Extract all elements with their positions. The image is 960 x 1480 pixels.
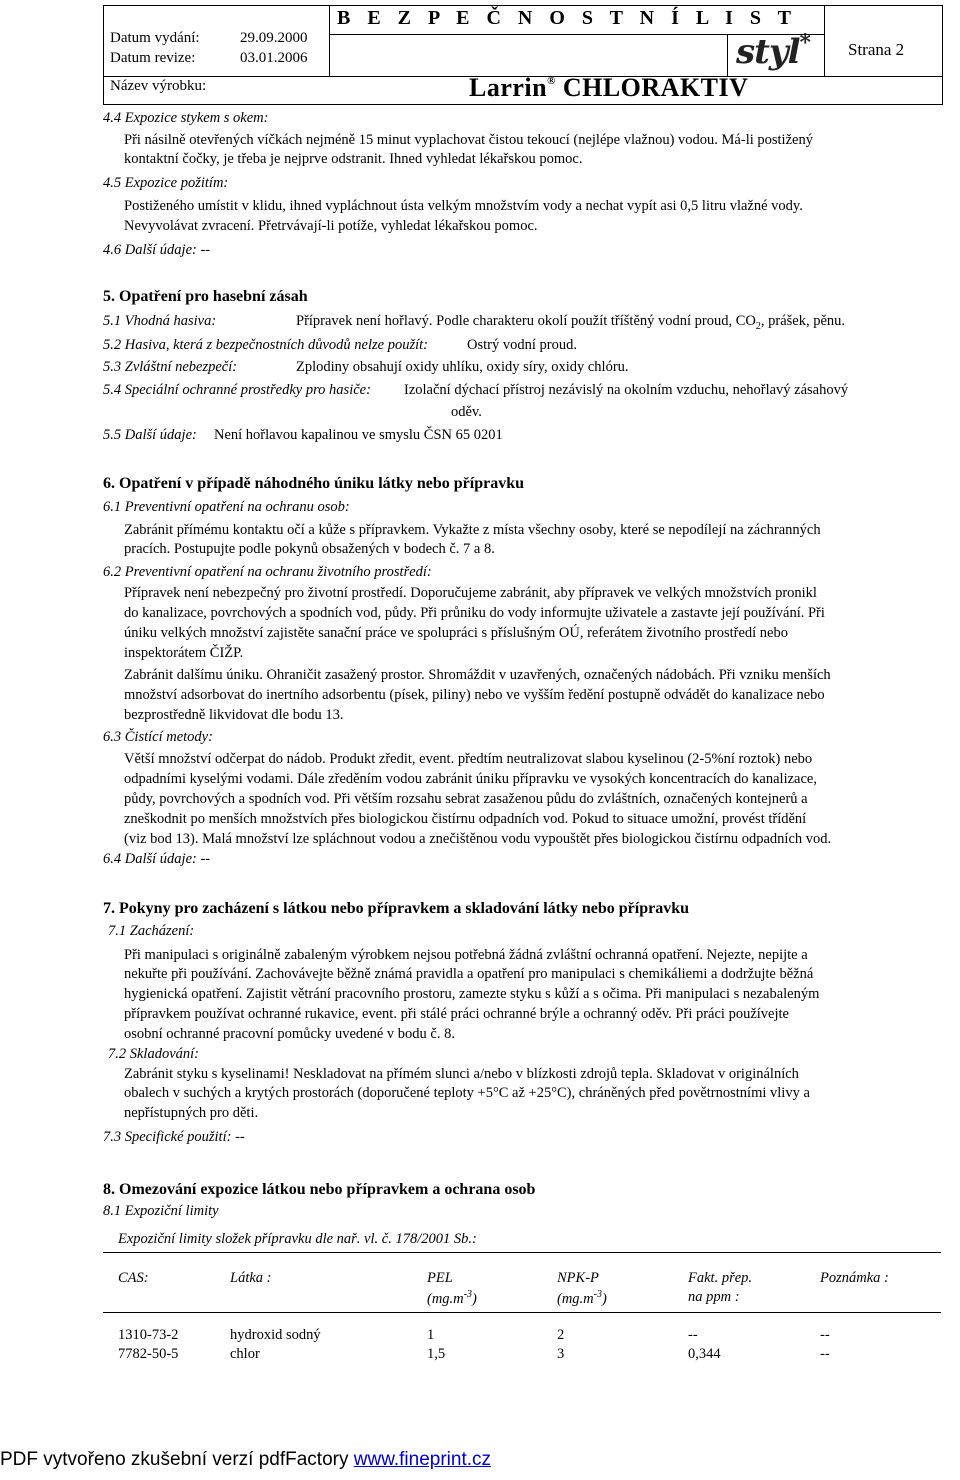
header-box [103,5,943,105]
text-6-2-line: Zabránit dalšímu úniku. Ohraničit zasažený prostor. Shromáždit v uzavřených, označených nádobách. Při vzniku menších [124,667,831,683]
table-top-rule [103,1252,941,1253]
text-6-2-line: úniku velkých množství zajistěte sanační práce ve spolupráci s příslušným OÚ, referátem životního prostředí nebo [124,625,788,641]
value-5-3: Zplodiny obsahují oxidy uhlíku, oxidy síry, oxidy chlóru. [296,359,629,375]
heading-7-3: 7.3 Specifické použití: -- [103,1129,245,1145]
value-5-2: Ostrý vodní proud. [467,337,577,353]
col-fakt-unit: na ppm : [688,1289,740,1305]
text-4-4-line1: Při násilně otevřených víčkách nejméně 15 minut vyplachovat čistou tekoucí (nejlépe vlažnou) vodou. Má-li postižený [124,132,813,148]
label-5-2: 5.2 Hasiva, která z bezpečnostních důvodů nelze použít: [103,337,428,353]
issued-value: 29.09.2000 [240,30,308,46]
text-6-3-line: odpadními kyselými vodami. Dále zředěním vodou zabránit úniku přípravku ve vysokých koncentracích do kanalizace, [124,771,817,787]
section-8-title: 8. Omezování expozice látkou nebo přípravkem a ochrana osob [103,1181,536,1198]
text-6-1-line: pracích. Postupujte podle pokynů obsažených v bodech č. 7 a 8. [124,541,495,557]
row-pel: 1 [427,1327,435,1343]
label-5-4: 5.4 Speciální ochranné prostředky pro hasiče: [103,382,371,398]
value-5-4-line2: oděv. [451,404,482,420]
label-5-5: 5.5 Další údaje: [103,427,197,443]
value-5-4-line1: Izolační dýchací přístroj nezávislý na okolním vzduchu, nehořlavý zásahový [404,382,849,398]
text-7-2-line: Zabránit styku s kyselinami! Neskladovat na přímém slunci a/nebo v blízkosti zdrojů tepla. Skladovat v originálních [124,1066,799,1082]
product-name: Larrin® CHLORAKTIV [469,73,749,102]
text-6-2-line: bezprostředně likvidovat dle bodu 13. [124,707,344,723]
text-6-3-line: zneškodnit po menších množstvích přes biologickou čistírnu odpadních vod. Pokud to situace umožní, provést třídění [124,811,807,827]
row-cas: 1310-73-2 [118,1327,179,1343]
footer-link[interactable]: www.fineprint.cz [353,1449,492,1470]
text-6-3-line: (viz bod 13). Malá množství lze spláchnout vodou a znečištěnou vodu vypouštět přes biologickou čistírnu odpadních vod. [124,831,832,847]
col-poznamka: Poznámka : [820,1270,889,1286]
label-5-1: 5.1 Vhodná hasiva: [103,313,217,329]
row-npk: 3 [557,1346,565,1362]
page-number: Strana 2 [848,40,905,59]
document-title: B E Z P E Č N O S T N Í L I S T [337,7,798,29]
heading-6-4: 6.4 Další údaje: -- [103,851,211,867]
text-7-1-line: osobní ochranné pracovní pomůcky uvedené v bodu č. 8. [124,1026,455,1042]
product-label: Název výrobku: [110,78,207,94]
text-6-2-line: Přípravek není nebezpečný pro životní prostředí. Doporučujeme zabránit, aby přípravek ve velkých množstvích pronikl [124,585,817,601]
col-latka: Látka : [230,1270,272,1286]
text-6-2-line: do kanalizace, povrchových a spodních vod, půdy. Při průniku do vody informujte uživatele a zastavte její používání. Při [124,605,825,621]
value-5-1: Přípravek není hořlavý. Podle charakteru okolí použít tříštěný vodní proud, $CO_2$, prášek, pěnu. [296,313,846,332]
table-caption: Expoziční limity složek přípravku dle nař. vl. č. 178/2001 Sb.: [118,1231,477,1247]
section-7-title: 7. Pokyny pro zacházení s látkou nebo přípravkem a skladování látky nebo přípravku [103,900,690,917]
text-7-1-line: nekuřte při používání. Zachovávejte běžně známá pravidla a opatření pro manipulaci s chemikáliemi a dodržujte běžná [124,966,814,982]
heading-6-2: 6.2 Preventivní opatření na ochranu životního prostředí: [103,564,432,580]
text-6-1-line: Zabránit přímému kontaktu očí a kůže s přípravkem. Vykažte z místa všechny osoby, které se nepodílejí na záchranných [124,522,821,538]
section-5-title: 5. Opatření pro hasební zásah [103,288,308,305]
table-header-rule [103,1312,941,1313]
text-6-3-line: Větší množství odčerpat do nádob. Produkt zředit, event. předtím neutralizovat slabou kyselinou (2-5%ní roztok) nebo [124,751,813,767]
col-fakt: Fakt. přep. [688,1270,753,1286]
text-6-2-line: inspektorátem ČIŽP. [124,645,244,661]
col-cas: CAS: [118,1270,149,1286]
col-pel-unit: $(mg.m^{-3})$ [427,1289,477,1307]
styl-logo: styl* [736,30,811,72]
row-latka: hydroxid sodný [230,1327,321,1343]
text-7-2-line: nepřístupných pro děti. [124,1105,259,1121]
text-4-4-line2: kontaktní čočky, je třeba je nejprve odstranit. Ihned vyhledat lékařskou pomoc. [124,151,583,167]
pdf-footer [0,1449,491,1471]
text-7-1-line: Při manipulaci s originálně zabaleným výrobkem nejsou potřebná žádná zvláštní ochranná opatření. Nejezte, nepijte a [124,947,808,963]
row-npk: 2 [557,1327,565,1343]
text-7-2-line: obalech v suchých a krytých prostorách (doporučené teploty +5°C až +25°C), chráněných před povětrnostními vlivy a [124,1085,810,1101]
row-poznamka: -- [820,1346,830,1362]
revised-value: 03.01.2006 [240,50,308,66]
text-4-5-line2: Nevyvolávat zvracení. Přetrvávají-li potíže, vyhledat lékařskou pomoc. [124,218,538,234]
label-5-3: 5.3 Zvláštní nebezpečí: [103,359,238,375]
value-5-5: Není hořlavou kapalinou ve smyslu ČSN 65 0201 [214,427,503,443]
heading-4-6: 4.6 Další údaje: -- [103,242,211,258]
row-poznamka: -- [820,1327,830,1343]
row-fakt: 0,344 [688,1346,721,1362]
footer-text: PDF vytvořeno zkušební verzí pdfFactory [0,1449,349,1470]
row-latka: chlor [230,1346,260,1362]
row-cas: 7782-50-5 [118,1346,179,1362]
col-npk: NPK-P [557,1270,599,1286]
issued-label: Datum vydání: [110,30,200,46]
text-7-1-line: přípravkem používat ochranné rukavice, event. při stálé práci ochranné brýle a ochranný oděv. Při práci používejte [124,1006,789,1022]
heading-7-2: 7.2 Skladování: [108,1046,200,1062]
heading-4-4: 4.4 Expozice stykem s okem: [103,110,269,126]
heading-4-5: 4.5 Expozice požitím: [103,175,229,191]
text-7-1-line: hygienická opatření. Zajistit větrání pracovního prostoru, zamezte styku s kůží a s očima. Při manipulaci s nezabaleným [124,986,820,1002]
row-pel: 1,5 [427,1346,446,1362]
col-pel: PEL [427,1270,453,1286]
text-6-2-line: množství adsorbovat do inertního adsorbentu (písek, piliny) nebo ve vyšším ředění postupně odvádět do kanalizace nebo [124,687,825,703]
heading-6-1: 6.1 Preventivní opatření na ochranu osob: [103,499,350,515]
revised-label: Datum revize: [110,50,196,66]
heading-8-1: 8.1 Expoziční limity [103,1203,219,1219]
text-4-5-line1: Postiženého umístit v klidu, ihned vypláchnout ústa velkým množstvím vody a nechat vypít asi 0,5 litru vlažné vody. [124,198,803,214]
text-6-3-line: půdy, povrchových a spodních vod. Při větším rozsahu sebrat zasaženou půdu do zvláštních, označených kontejnerů a [124,791,808,807]
col-npk-unit: $(mg.m^{-3})$ [557,1289,607,1307]
heading-7-1: 7.1 Zacházení: [108,923,195,939]
section-6-title: 6. Opatření v případě náhodného úniku látky nebo přípravku [103,475,525,492]
row-fakt: -- [688,1327,698,1343]
heading-6-3: 6.3 Čistící metody: [103,729,213,745]
